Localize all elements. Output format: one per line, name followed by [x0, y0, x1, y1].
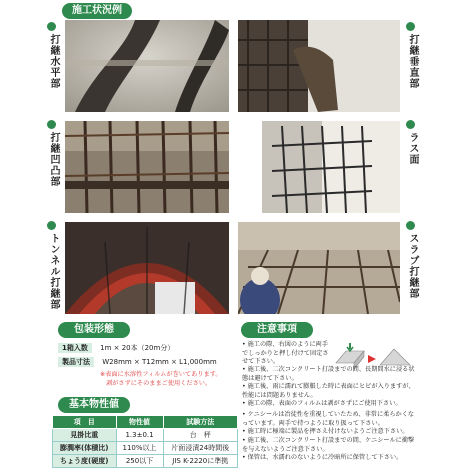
- packaging-row-2: [58, 357, 238, 367]
- section-title-packaging: 包装形態: [58, 322, 130, 338]
- photo-label-uneven-joint: 打継凹凸部: [48, 132, 59, 187]
- table-cell: 110%以上: [116, 442, 163, 455]
- photo-horizontal-joint: [65, 20, 229, 112]
- table-cell: 250以下: [116, 455, 163, 468]
- caution-item: • 施工後、二次コンクリート打設までの間、長期間水に浸る状態は避けて下さい。: [242, 366, 415, 382]
- photo-label-lath: ラス面: [407, 132, 418, 165]
- table-cell: 台 秤: [163, 429, 237, 442]
- label-dot: [47, 22, 56, 31]
- photo-label-vertical-joint: 打継垂直部: [407, 34, 418, 89]
- packaging-label-size: 製品寸法: [58, 357, 94, 367]
- caution-item: • 施工時に極端に製品を押さえ付けないようご注意下さい。: [242, 428, 409, 435]
- caution-item: • ケニシールは冶徒性を重視していたため、非常に柔らかくなっています。両手で持つように取り扱って下さい。: [242, 411, 415, 427]
- table-row: [53, 429, 238, 442]
- caution-item: • 施工後、二次コンクリート打設までの間、ケニシールに衝撃を与えないようご注意下さい。: [242, 437, 415, 453]
- label-dot: [406, 221, 415, 230]
- photo-vertical-joint: [238, 20, 400, 112]
- table-row: [53, 442, 238, 455]
- caution-item: • 施工の際、表面のフィルムは剥がさずにご使用下さい。: [242, 400, 402, 407]
- packaging-note-line2: 剥がさずにそのままご使用ください。: [106, 380, 212, 387]
- caution-item: • 施工後、雨に濡れて膨脹した時に表面にヒビが入りますが、性能には問題ありません。: [242, 383, 415, 399]
- packaging-value-box: 1m × 20本（20m分）: [100, 344, 175, 352]
- table-cell: 膨潤率(体積比): [53, 442, 117, 455]
- table-cell: 1.3±0.1: [116, 429, 163, 442]
- label-dot: [406, 22, 415, 31]
- photo-slab-joint: [238, 222, 400, 314]
- photo-lath: [262, 121, 400, 213]
- table-cell: ちょう度(硬度): [53, 455, 117, 468]
- table-cell: JIS K-2220に準拠: [163, 455, 237, 468]
- photo-label-horizontal-joint: 打継水平部: [48, 34, 59, 89]
- section-title-cautions: 注意事項: [241, 322, 313, 338]
- table-cell: 見掛比重: [53, 429, 117, 442]
- table-cell: 片面浸漬24時間後: [163, 442, 237, 455]
- section-title-construction: 施工状況例: [62, 3, 132, 19]
- properties-header: 項 目: [53, 416, 117, 429]
- label-dot: [47, 120, 56, 129]
- photo-label-tunnel-joint: トンネル打継部: [48, 233, 59, 310]
- properties-header-row: [53, 416, 238, 429]
- label-dot: [47, 221, 56, 230]
- photo-label-slab-joint: スラブ打継部: [407, 233, 418, 299]
- properties-table: [52, 415, 238, 468]
- caution-item: • 施工の際、右図のように両手でしっかりと押し付けて固定させて下さい。: [242, 341, 329, 366]
- packaging-note-line1: ※表面に水溶性フィルムが巻いてあります。: [100, 371, 222, 378]
- photo-tunnel-joint: [65, 222, 229, 314]
- packaging-row-1: [58, 343, 238, 353]
- photo-uneven-joint: [65, 121, 229, 213]
- packaging-note: [100, 370, 240, 388]
- packaging-label-box: 1箱入数: [58, 343, 92, 353]
- table-row: [53, 455, 238, 468]
- packaging-value-size: W28mm × T12mm × L1,000mm: [102, 358, 217, 366]
- label-dot: [406, 120, 415, 129]
- caution-item: • 保管は、水濡れのないように冷暗所に保管して下さい。: [242, 454, 403, 461]
- properties-header: 物性値: [116, 416, 163, 429]
- properties-header: 試験方法: [163, 416, 237, 429]
- section-title-properties: 基本物性値: [58, 397, 130, 413]
